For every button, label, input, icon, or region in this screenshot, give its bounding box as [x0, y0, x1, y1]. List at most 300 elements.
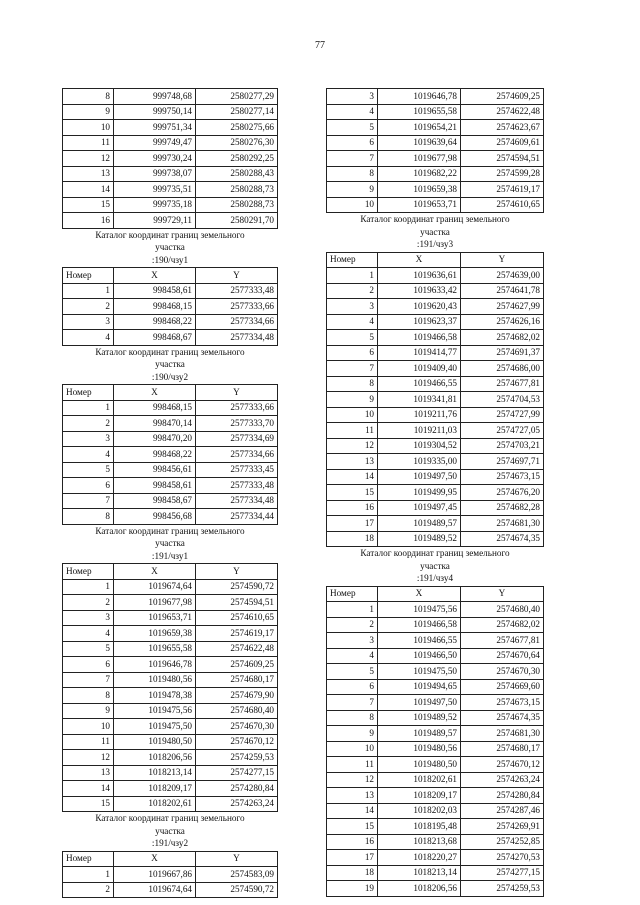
table-row	[63, 672, 278, 688]
x-coordinate: 1019633,42	[378, 283, 461, 299]
y-coordinate: 2574280,84	[461, 788, 544, 804]
x-coordinate: 1019677,98	[114, 595, 196, 611]
y-coordinate: 2574627,99	[461, 299, 544, 315]
column-header: Y	[461, 252, 544, 268]
column-header: Y	[196, 564, 278, 580]
point-number: 7	[327, 151, 378, 167]
point-number: 1	[63, 283, 114, 299]
point-number: 11	[327, 757, 378, 773]
x-coordinate: 1019674,64	[114, 579, 196, 595]
x-coordinate: 998468,22	[114, 447, 196, 463]
x-coordinate: 1018202,03	[378, 803, 461, 819]
x-coordinate: 999748,68	[114, 89, 196, 105]
table-row	[327, 268, 544, 284]
y-coordinate: 2574691,37	[461, 345, 544, 361]
table-row	[327, 283, 544, 299]
x-coordinate: 998470,14	[114, 416, 196, 432]
x-coordinate: 1019478,38	[114, 688, 196, 704]
table-row	[327, 120, 544, 136]
y-coordinate: 2574681,30	[461, 726, 544, 742]
point-number: 13	[63, 166, 114, 182]
x-coordinate: 1019623,37	[378, 314, 461, 330]
point-number: 3	[327, 633, 378, 649]
catalog-caption: участка	[155, 359, 185, 369]
table-row	[327, 531, 544, 547]
x-coordinate: 1019639,64	[378, 135, 461, 151]
x-coordinate: 1019480,56	[114, 672, 196, 688]
y-coordinate: 2574674,35	[461, 531, 544, 547]
x-coordinate: 999735,51	[114, 182, 196, 198]
y-coordinate: 2580277,14	[196, 104, 278, 120]
x-coordinate: 1019480,50	[378, 757, 461, 773]
catalog-caption: :191/чзу1	[151, 550, 189, 561]
x-coordinate: 1018213,14	[378, 865, 461, 881]
table-header-row	[327, 252, 544, 268]
x-coordinate: 1019659,38	[114, 626, 196, 642]
table-row	[327, 438, 544, 454]
point-number: 11	[63, 135, 114, 151]
y-coordinate: 2577334,48	[196, 493, 278, 509]
x-coordinate: 1019466,58	[378, 617, 461, 633]
y-coordinate: 2574674,35	[461, 710, 544, 726]
point-number: 7	[327, 695, 378, 711]
table-row	[63, 595, 278, 611]
x-coordinate: 1019654,21	[378, 120, 461, 136]
table-row	[63, 579, 278, 595]
point-number: 4	[327, 648, 378, 664]
x-coordinate: 999749,47	[114, 135, 196, 151]
catalog-caption: :191/чзу4	[416, 573, 454, 583]
x-coordinate: 1019667,86	[114, 867, 196, 883]
x-coordinate: 1019466,50	[378, 648, 461, 664]
coordinate-table	[62, 267, 278, 346]
point-number: 8	[63, 89, 114, 105]
point-number: 6	[327, 135, 378, 151]
coordinate-table	[326, 252, 544, 548]
x-coordinate: 1019674,64	[114, 882, 196, 898]
y-coordinate: 2577333,70	[196, 416, 278, 432]
x-coordinate: 999730,24	[114, 151, 196, 167]
column-header: Y	[461, 586, 544, 602]
point-number: 16	[327, 834, 378, 850]
point-number: 14	[63, 182, 114, 198]
y-coordinate: 2574594,51	[461, 151, 544, 167]
x-coordinate: 1019341,81	[378, 392, 461, 408]
point-number: 1	[63, 579, 114, 595]
point-number: 4	[63, 447, 114, 463]
x-coordinate: 1019466,55	[378, 376, 461, 392]
catalog-caption: участка	[155, 242, 185, 252]
y-coordinate: 2574641,78	[461, 283, 544, 299]
y-coordinate: 2577333,66	[196, 299, 278, 315]
column-header: X	[114, 851, 196, 867]
catalog-block	[62, 813, 278, 898]
table-row	[327, 516, 544, 532]
point-number: 1	[63, 867, 114, 883]
x-coordinate: 1019682,22	[378, 166, 461, 182]
table-row	[327, 469, 544, 485]
table-row	[63, 213, 278, 229]
table-header-row	[327, 586, 544, 602]
point-number: 6	[327, 679, 378, 695]
y-coordinate: 2574727,99	[461, 407, 544, 423]
table-row	[327, 423, 544, 439]
point-number: 3	[327, 89, 378, 105]
x-coordinate: 999751,34	[114, 120, 196, 136]
table-row	[63, 431, 278, 447]
column-header: Y	[196, 851, 278, 867]
point-number: 4	[327, 104, 378, 120]
x-coordinate: 1018209,17	[378, 788, 461, 804]
point-number: 5	[63, 462, 114, 478]
point-number: 15	[327, 485, 378, 501]
table-row	[327, 392, 544, 408]
catalog-caption: участка	[420, 226, 450, 237]
catalog-caption: :190/чзу2	[151, 371, 189, 382]
y-coordinate: 2574583,09	[196, 867, 278, 883]
table-row	[327, 182, 544, 198]
table-row	[63, 400, 278, 416]
y-coordinate: 2574269,91	[461, 819, 544, 835]
table-row	[63, 626, 278, 642]
catalog-block	[326, 214, 544, 547]
table-row	[63, 688, 278, 704]
table-row	[327, 345, 544, 361]
x-coordinate: 999750,14	[114, 104, 196, 120]
table-row	[327, 741, 544, 757]
x-coordinate: 1019497,45	[378, 500, 461, 516]
x-coordinate: 1019636,61	[378, 268, 461, 284]
point-number: 7	[63, 493, 114, 509]
y-coordinate: 2574590,72	[196, 882, 278, 898]
y-coordinate: 2574680,17	[196, 672, 278, 688]
x-coordinate: 1019480,56	[378, 741, 461, 757]
x-coordinate: 998456,61	[114, 462, 196, 478]
y-coordinate: 2577333,45	[196, 462, 278, 478]
point-number: 13	[327, 454, 378, 470]
x-coordinate: 1019475,50	[378, 664, 461, 680]
x-coordinate: 1019466,58	[378, 330, 461, 346]
catalog-block	[62, 347, 278, 525]
table-row	[327, 648, 544, 664]
coordinate-table	[326, 88, 544, 213]
y-coordinate: 2574287,46	[461, 803, 544, 819]
catalog-caption: Каталог координат границ земельного	[360, 214, 510, 224]
point-number: 11	[327, 423, 378, 439]
table-row	[327, 633, 544, 649]
y-coordinate: 2574622,48	[196, 641, 278, 657]
point-number: 9	[63, 703, 114, 719]
point-number: 10	[327, 197, 378, 213]
point-number: 3	[327, 299, 378, 315]
catalog-block	[326, 88, 544, 213]
y-coordinate: 2574619,17	[196, 626, 278, 642]
x-coordinate: 998468,67	[114, 330, 196, 346]
y-coordinate: 2580288,43	[196, 166, 278, 182]
y-coordinate: 2574626,16	[461, 314, 544, 330]
catalog-caption: :190/чзу1	[151, 254, 189, 265]
catalog-caption: Каталог координат границ земельного	[95, 525, 245, 536]
x-coordinate: 1019475,56	[114, 703, 196, 719]
x-coordinate: 998468,15	[114, 400, 196, 416]
x-coordinate: 999729,11	[114, 213, 196, 229]
catalog-caption: :191/чзу3	[416, 239, 454, 249]
y-coordinate: 2574590,72	[196, 579, 278, 595]
y-coordinate: 2580288,73	[196, 182, 278, 198]
x-coordinate: 1019480,50	[114, 734, 196, 750]
column-header: Номер	[327, 252, 378, 268]
table-row	[327, 710, 544, 726]
column-header: X	[114, 268, 196, 284]
point-number: 9	[327, 182, 378, 198]
point-number: 18	[327, 865, 378, 881]
x-coordinate: 1019646,78	[378, 89, 461, 105]
table-row	[327, 197, 544, 213]
y-coordinate: 2574670,12	[461, 757, 544, 773]
x-coordinate: 1019211,76	[378, 407, 461, 423]
coordinate-table	[62, 384, 278, 525]
x-coordinate: 1019655,58	[378, 104, 461, 120]
x-coordinate: 1019497,50	[378, 469, 461, 485]
right-column	[326, 88, 544, 897]
y-coordinate: 2580292,25	[196, 151, 278, 167]
point-number: 2	[327, 283, 378, 299]
point-number: 16	[327, 500, 378, 516]
table-row	[63, 283, 278, 299]
point-number: 8	[327, 166, 378, 182]
x-coordinate: 1019655,58	[114, 641, 196, 657]
table-row	[327, 89, 544, 105]
table-header-row	[63, 268, 278, 284]
point-number: 2	[327, 617, 378, 633]
catalog-caption: участка	[420, 560, 450, 571]
point-number: 10	[327, 741, 378, 757]
point-number: 15	[327, 819, 378, 835]
point-number: 4	[63, 626, 114, 642]
y-coordinate: 2577334,69	[196, 431, 278, 447]
table-row	[63, 182, 278, 198]
point-number: 9	[63, 104, 114, 120]
table-header-row	[63, 564, 278, 580]
table-row	[327, 679, 544, 695]
table-row	[327, 819, 544, 835]
point-number: 7	[327, 361, 378, 377]
catalog-block	[62, 230, 278, 346]
x-coordinate: 1019489,52	[378, 531, 461, 547]
table-row	[327, 664, 544, 680]
point-number: 18	[327, 531, 378, 547]
x-coordinate: 998458,61	[114, 478, 196, 494]
column-header: X	[378, 252, 461, 268]
table-row	[63, 89, 278, 105]
point-number: 5	[327, 120, 378, 136]
catalog-caption: Каталог координат границ земельного	[360, 548, 510, 558]
y-coordinate: 2574623,67	[461, 120, 544, 136]
point-number: 2	[63, 595, 114, 611]
point-number: 5	[327, 664, 378, 680]
y-coordinate: 2574594,51	[196, 595, 278, 611]
point-number: 11	[63, 734, 114, 750]
x-coordinate: 1019304,52	[378, 438, 461, 454]
table-row	[327, 135, 544, 151]
point-number: 1	[327, 268, 378, 284]
y-coordinate: 2580291,70	[196, 213, 278, 229]
table-row	[63, 781, 278, 797]
y-coordinate: 2577334,66	[196, 447, 278, 463]
table-row	[327, 881, 544, 897]
coordinate-table	[62, 88, 278, 229]
point-number: 8	[327, 376, 378, 392]
y-coordinate: 2574686,00	[461, 361, 544, 377]
x-coordinate: 998468,22	[114, 314, 196, 330]
table-row	[327, 485, 544, 501]
point-number: 12	[327, 772, 378, 788]
x-coordinate: 1019497,50	[378, 695, 461, 711]
table-row	[63, 882, 278, 898]
table-row	[327, 330, 544, 346]
point-number: 10	[63, 120, 114, 136]
table-row	[63, 151, 278, 167]
table-row	[63, 135, 278, 151]
x-coordinate: 1019409,40	[378, 361, 461, 377]
x-coordinate: 1019489,57	[378, 726, 461, 742]
y-coordinate: 2580276,30	[196, 135, 278, 151]
y-coordinate: 2574676,20	[461, 485, 544, 501]
x-coordinate: 1019489,57	[378, 516, 461, 532]
point-number: 3	[63, 610, 114, 626]
y-coordinate: 2574704,53	[461, 392, 544, 408]
table-row	[63, 478, 278, 494]
point-number: 8	[327, 710, 378, 726]
y-coordinate: 2574680,40	[461, 602, 544, 618]
x-coordinate: 1019677,98	[378, 151, 461, 167]
point-number: 4	[63, 330, 114, 346]
point-number: 8	[63, 509, 114, 525]
y-coordinate: 2574682,28	[461, 500, 544, 516]
point-number: 14	[327, 803, 378, 819]
point-number: 1	[327, 602, 378, 618]
table-row	[327, 772, 544, 788]
point-number: 2	[63, 299, 114, 315]
x-coordinate: 999735,18	[114, 197, 196, 213]
catalog-caption: участка	[155, 825, 185, 836]
y-coordinate: 2574609,25	[461, 89, 544, 105]
x-coordinate: 1018202,61	[114, 796, 196, 812]
table-row	[327, 602, 544, 618]
y-coordinate: 2574673,15	[461, 469, 544, 485]
table-row	[63, 104, 278, 120]
x-coordinate: 1018209,17	[114, 781, 196, 797]
y-coordinate: 2574670,12	[196, 734, 278, 750]
table-row	[63, 493, 278, 509]
y-coordinate: 2574670,64	[461, 648, 544, 664]
table-row	[63, 867, 278, 883]
y-coordinate: 2574669,60	[461, 679, 544, 695]
point-number: 5	[327, 330, 378, 346]
table-row	[327, 407, 544, 423]
coordinate-table	[326, 586, 544, 897]
x-coordinate: 1018195,48	[378, 819, 461, 835]
column-header: Номер	[63, 385, 114, 401]
coordinate-table	[62, 563, 278, 812]
y-coordinate: 2577334,66	[196, 314, 278, 330]
column-header: X	[378, 586, 461, 602]
point-number: 5	[63, 641, 114, 657]
point-number: 1	[63, 400, 114, 416]
x-coordinate: 1019475,56	[378, 602, 461, 618]
y-coordinate: 2574681,30	[461, 516, 544, 532]
y-coordinate: 2574280,84	[196, 781, 278, 797]
table-row	[327, 104, 544, 120]
x-coordinate: 1019211,03	[378, 423, 461, 439]
y-coordinate: 2574622,48	[461, 104, 544, 120]
point-number: 13	[63, 765, 114, 781]
x-coordinate: 1019466,55	[378, 633, 461, 649]
x-coordinate: 1019620,43	[378, 299, 461, 315]
x-coordinate: 1019335,00	[378, 454, 461, 470]
table-row	[63, 299, 278, 315]
left-column	[62, 88, 278, 898]
x-coordinate: 998458,61	[114, 283, 196, 299]
table-row	[63, 197, 278, 213]
point-number: 10	[63, 719, 114, 735]
x-coordinate: 1018202,61	[378, 772, 461, 788]
y-coordinate: 2574697,71	[461, 454, 544, 470]
table-row	[327, 166, 544, 182]
point-number: 14	[63, 781, 114, 797]
point-number: 4	[327, 314, 378, 330]
table-row	[63, 416, 278, 432]
point-number: 12	[63, 750, 114, 766]
table-row	[63, 750, 278, 766]
x-coordinate: 998458,67	[114, 493, 196, 509]
catalog-caption: участка	[155, 538, 185, 548]
x-coordinate: 1018220,27	[378, 850, 461, 866]
table-header-row	[63, 385, 278, 401]
y-coordinate: 2577334,44	[196, 509, 278, 525]
table-row	[63, 641, 278, 657]
catalog-caption: Каталог координат границ земельного	[95, 813, 245, 823]
y-coordinate: 2574682,02	[461, 617, 544, 633]
x-coordinate: 1019489,52	[378, 710, 461, 726]
table-row	[327, 314, 544, 330]
y-coordinate: 2574609,61	[461, 135, 544, 151]
table-row	[327, 695, 544, 711]
x-coordinate: 1018206,56	[114, 750, 196, 766]
table-row	[327, 151, 544, 167]
point-number: 3	[63, 431, 114, 447]
y-coordinate: 2574259,53	[461, 881, 544, 897]
catalog-block	[62, 526, 278, 813]
column-header: Y	[196, 268, 278, 284]
table-row	[327, 376, 544, 392]
x-coordinate: 999738,07	[114, 166, 196, 182]
table-row	[327, 803, 544, 819]
point-number: 2	[63, 882, 114, 898]
table-row	[63, 734, 278, 750]
table-row	[327, 834, 544, 850]
table-row	[327, 500, 544, 516]
point-number: 14	[327, 469, 378, 485]
catalog-block	[326, 548, 544, 897]
x-coordinate: 1019499,95	[378, 485, 461, 501]
table-row	[63, 120, 278, 136]
table-row	[63, 703, 278, 719]
y-coordinate: 2574609,25	[196, 657, 278, 673]
table-row	[63, 166, 278, 182]
y-coordinate: 2574259,53	[196, 750, 278, 766]
coordinate-table	[62, 851, 278, 899]
